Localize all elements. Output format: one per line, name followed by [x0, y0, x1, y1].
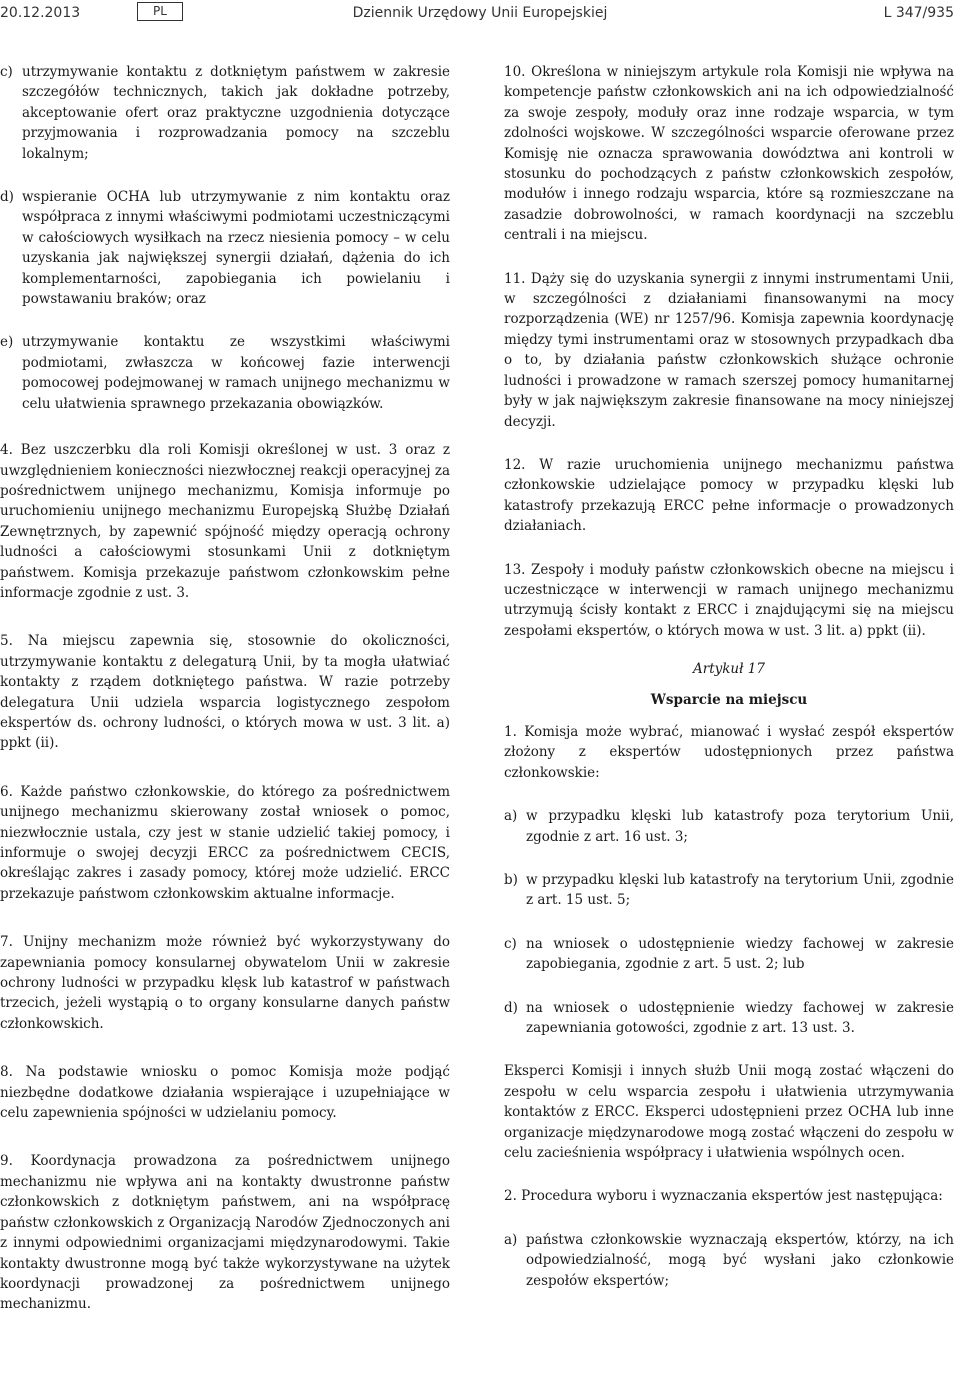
list-item-e — [0, 332, 450, 414]
right-column — [504, 62, 954, 1314]
list-text: utrzymywanie kontaktu ze wszystkimi właściwymi podmiotami, zwłaszcza w końcowej fazie interwencji pomocowej podejmowanej w ramach unijnego mechanizmu w celu ułatwienia sprawnego przekazania obowiązków. — [22, 334, 450, 412]
list-text: na wniosek o udostępnienie wiedzy fachowej w zakresie zapewniania gotowości, zgodnie z art. 13 ust. 3. — [526, 999, 954, 1037]
list-text: państwa członkowskie wyznaczają ekspertów, którzy, na ich odpowiedzialność, mogą być wysłani jako członkowie zespołów ekspertów; — [526, 1231, 954, 1289]
list-item-a — [504, 806, 954, 847]
list-text: w przypadku klęski lub katastrofy na terytorium Unii, zgodnie z art. 15 ust. 5; — [526, 872, 954, 909]
list-text: na wniosek o udostępnienie wiedzy fachowej w zakresie zapobiegania, zgodnie z art. 5 ust. 2; lub — [526, 935, 954, 973]
article-paragraph-1: 1. Komisja może wybrać, mianować i wysłać zespół ekspertów złożony z ekspertów udostępnionych przez państwa członkowskie: — [504, 723, 954, 781]
paragraph-13: 13. Zespoły i moduły państw członkowskich obecne na miejscu i uczestniczące w interwencji w ramach unijnego mechanizmu utrzymują ścisły kontakt z ERCC i znajdującymi się na miejscu zespołami ekspertów, o których mowa w ust. 3 lit. a) ppkt (ii). — [504, 561, 954, 639]
paragraph-11: 11. Dąży się do uzyskania synergii z innymi instrumentami Unii, w szczególności z działaniami finansowanymi na mocy rozporządzenia (WE) nr 1257/96. Komisja zapewnia koordynację między tymi instrumentami oraz w stosownych przypadkach dba o to, by działania państw członkowskich służące ochronie ludności i prowadzone w ramach szerszej pomocy humanitarnej były w jak największym zakresie finansowane na mocy niniejszej decyzji. — [504, 270, 954, 430]
journal-title: Dziennik Urzędowy Unii Europejskiej — [352, 5, 608, 21]
list-label: a) — [504, 808, 518, 825]
paragraph-9: 9. Koordynacja prowadzona za pośrednictwem unijnego mechanizmu nie wpływa ani na kontakty dwustronne państw członkowskich z dotkniętym państwem, ani na współpracę państw członkowskich z Organizacją Narodów Zjednoczonych ani z innymi odpowiednimi organizacjami międzynarodowymi. Takie kontakty dwustronne mogą być także wykorzystywane na użytek koordynacji prowadzonej za pośrednictwem unijnego mechanizmu. — [0, 1153, 450, 1313]
article-paragraph-2: 2. Procedura wyboru i wyznaczania ekspertów jest następująca: — [504, 1188, 943, 1205]
list-label: c) — [504, 935, 517, 952]
language-badge: PL — [137, 2, 183, 21]
list-text: utrzymywanie kontaktu z dotkniętym państwem w zakresie szczegółów technicznych, takich jak dokładne potrzeby, akceptowanie ofert oraz praktyczne uzgodnienia dotyczące przyjmowania i rozprowadzania pomocy na szczeblu lokalnym; — [22, 64, 450, 162]
list-label: d) — [0, 189, 14, 206]
list-item-d — [0, 187, 450, 309]
publication-date: 20.12.2013 — [0, 5, 81, 21]
list-text: wspieranie OCHA lub utrzymywanie z nim kontaktu oraz współpraca z innymi właściwymi podmiotami uczestniczącymi w całościowych wysiłkach na rzecz niesienia pomocy – w celu uzyskania jak największej synergii działań, dążenia do ich komplementarności, zapobiegania ich powielaniu i powstawaniu braków; oraz — [22, 189, 450, 308]
experts-paragraph: Eksperci Komisji i innych służb Unii mogą zostać włączeni do zespołu w celu wsparcia zespołu i ułatwienia utrzymywania kontaktów z ERCC. Eksperci udostępnieni przez OCHA lub inne organizacje międzynarodowe mogą zostać włączeni do zespołu w celu zacieśnienia współpracy i ułatwienia wspólnych ocen. — [504, 1063, 954, 1162]
list-label: a) — [504, 1231, 518, 1248]
paragraph-8: 8. Na podstawie wniosku o pomoc Komisja może podjąć niezbędne dodatkowe działania wspierające i uzupełniające w celu zapewnienia spójności w udzielaniu pomocy. — [0, 1064, 450, 1122]
left-column — [0, 62, 450, 1338]
paragraph-12: 12. W razie uruchomienia unijnego mechanizmu państwa członkowskie udzielające pomocy w przypadku klęski lub katastrofy przekazują ERCC pełne informacje o prowadzonych działaniach. — [504, 456, 954, 535]
list-item-c — [0, 62, 450, 164]
article-title: Artykuł 17 — [693, 661, 765, 678]
list-item-d — [504, 998, 954, 1039]
article-subtitle: Wsparcie na miejscu — [650, 691, 808, 708]
paragraph-7: 7. Unijny mechanizm może również być wykorzystywany do zapewniania pomocy konsularnej obywatelom Unii w zakresie ochrony ludności w przypadku klęsk lub katastrof w państwach trzecich, jeżeli wystąpią o to organy konsularne danych państw członkowskich. — [0, 934, 450, 1032]
list-label: b) — [504, 872, 518, 888]
list-item-b — [504, 870, 954, 911]
list-text: w przypadku klęski lub katastrofy poza terytorium Unii, zgodnie z art. 16 ust. 3; — [526, 808, 954, 845]
paragraph-5: 5. Na miejscu zapewnia się, stosownie do okoliczności, utrzymywanie kontaktu z delegaturą Unii, by ta mogła ułatwiać kontakty z rządem dotkniętego państwa. W razie potrzeby delegatura Unii udziela wsparcia logistycznego zespołom ekspertów ds. ochrony ludności, o których mowa w ust. 3 lit. a) ppkt (ii). — [0, 633, 450, 752]
paragraph-4: 4. Bez uszczerbku dla roli Komisji określonej w ust. 3 oraz z uwzględnieniem konieczności niezwłocznej reakcji operacyjnej za pośrednictwem unijnego mechanizmu, Komisja informuje po uruchomieniu unijnego mechanizmu Europejską Służbę Działań Zewnętrznych, by zapewnić spójność między operacją ochrony ludności a całościowymi stosunkami Unii z dotkniętym państwem. Komisja przekazuje państwom członkowskim pełne informacje zgodnie z ust. 3. — [0, 442, 450, 601]
paragraph-6: 6. Każde państwo członkowskie, do którego za pośrednictwem unijnego mechanizmu skierowany został wniosek o pomoc, niezwłocznie ustala, czy jest w stanie udzielić takiej pomocy, i informuje o swojej decyzji ERCC za pośrednictwem CECIS, określając zakres i zasady pomocy, której może udzielić. ERCC przekazuje państwom członkowskim aktualne informacje. — [0, 783, 450, 902]
paragraph-10: 10. Określona w niniejszym artykule rola Komisji nie wpływa na kompetencje państw członkowskich ani na ich odpowiedzialność za swoje zespoły, moduły oraz inne rodzaje wsparcia, w tym zdolności wojskowe. W szczególności wsparcie oferowane przez Komisję nie oznacza sprawowania dowództwa ani kontroli w stosunku do pochodzących z państw członkowskich zespołów, modułów i innego rodzaju wsparcia, które są rozmieszczane na zasadzie dobrowolności, w ramach koordynacji na szczeblu centrali i na miejscu. — [504, 64, 954, 244]
list-item-c — [504, 934, 954, 975]
list-item-a2 — [504, 1230, 954, 1291]
list-label: d) — [504, 999, 518, 1016]
list-label: e) — [0, 334, 14, 351]
page-header — [0, 0, 960, 26]
list-label: c) — [0, 64, 13, 80]
page-reference: L 347/935 — [883, 5, 954, 21]
